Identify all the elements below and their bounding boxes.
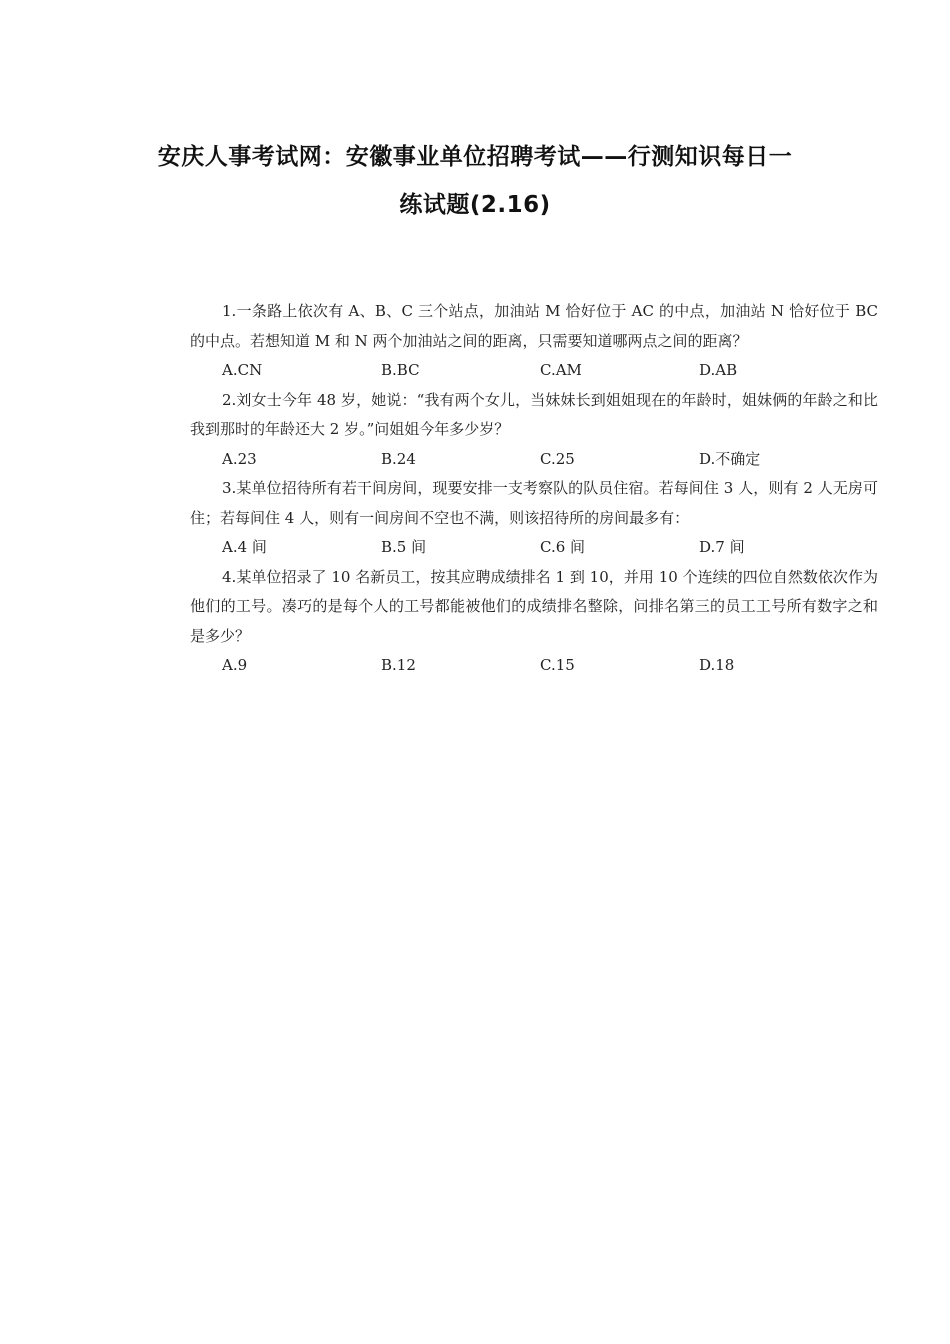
option-d: D.18 [699, 656, 735, 674]
question-text: 4.某单位招录了 10 名新员工，按其应聘成绩排名 1 到 10，并用 10 个连续的四位自然数依次作为他们的工号。凑巧的是每个人的工号都能被他们的成绩排名整除，问排名第三的员工工号所有数字之和是多少？ [190, 567, 878, 645]
option-a: A.23 [222, 449, 257, 468]
option-a: A.9 [222, 656, 248, 674]
page-title-line-2: 练试题(2.16) [399, 192, 551, 218]
option-c: C.AM [540, 361, 582, 379]
question-text: 3.某单位招待所有若干间房间，现要安排一支考察队的队员住宿。若每间住 3 人，则有 2 人无房可住；若每间住 4 人，则有一间房间不空也不满，则该招待所的房间最多有： [190, 479, 878, 527]
option-a: A.CN [222, 361, 263, 379]
question-2 [190, 386, 878, 475]
option-d: D.7 间 [699, 538, 745, 556]
question-4 [190, 563, 878, 681]
option-c: C.15 [540, 656, 575, 674]
question-list [190, 297, 878, 681]
option-d: D.AB [699, 361, 738, 379]
option-b: B.5 间 [381, 538, 427, 556]
option-row [190, 445, 878, 475]
question-3 [190, 474, 878, 563]
option-b: B.24 [381, 449, 416, 468]
option-row [190, 356, 878, 386]
option-c: C.6 间 [540, 538, 586, 556]
question-text: 2.刘女士今年 48 岁，她说：“我有两个女儿，当妹妹长到姐姐现在的年龄时，姐妹俩的年龄之和比我到那时的年龄还大 2 岁。”问姐姐今年多少岁？ [190, 390, 878, 438]
option-b: B.BC [381, 361, 420, 379]
question-text: 1.一条路上依次有 A、B、C 三个站点，加油站 M 恰好位于 AC 的中点，加油站 N 恰好位于 BC 的中点。若想知道 M 和 N 两个加油站之间的距离，只需要知道哪两点之间的距离？ [190, 302, 878, 350]
page-title-line-1: 安庆人事考试网：安徽事业单位招聘考试——行测知识每日一 [157, 144, 793, 170]
option-b: B.12 [381, 656, 416, 674]
option-row [190, 533, 878, 563]
option-row [190, 651, 878, 681]
question-1 [190, 297, 878, 386]
option-c: C.25 [540, 449, 575, 468]
option-a: A.4 间 [222, 538, 267, 556]
option-d: D.不确定 [699, 449, 761, 468]
